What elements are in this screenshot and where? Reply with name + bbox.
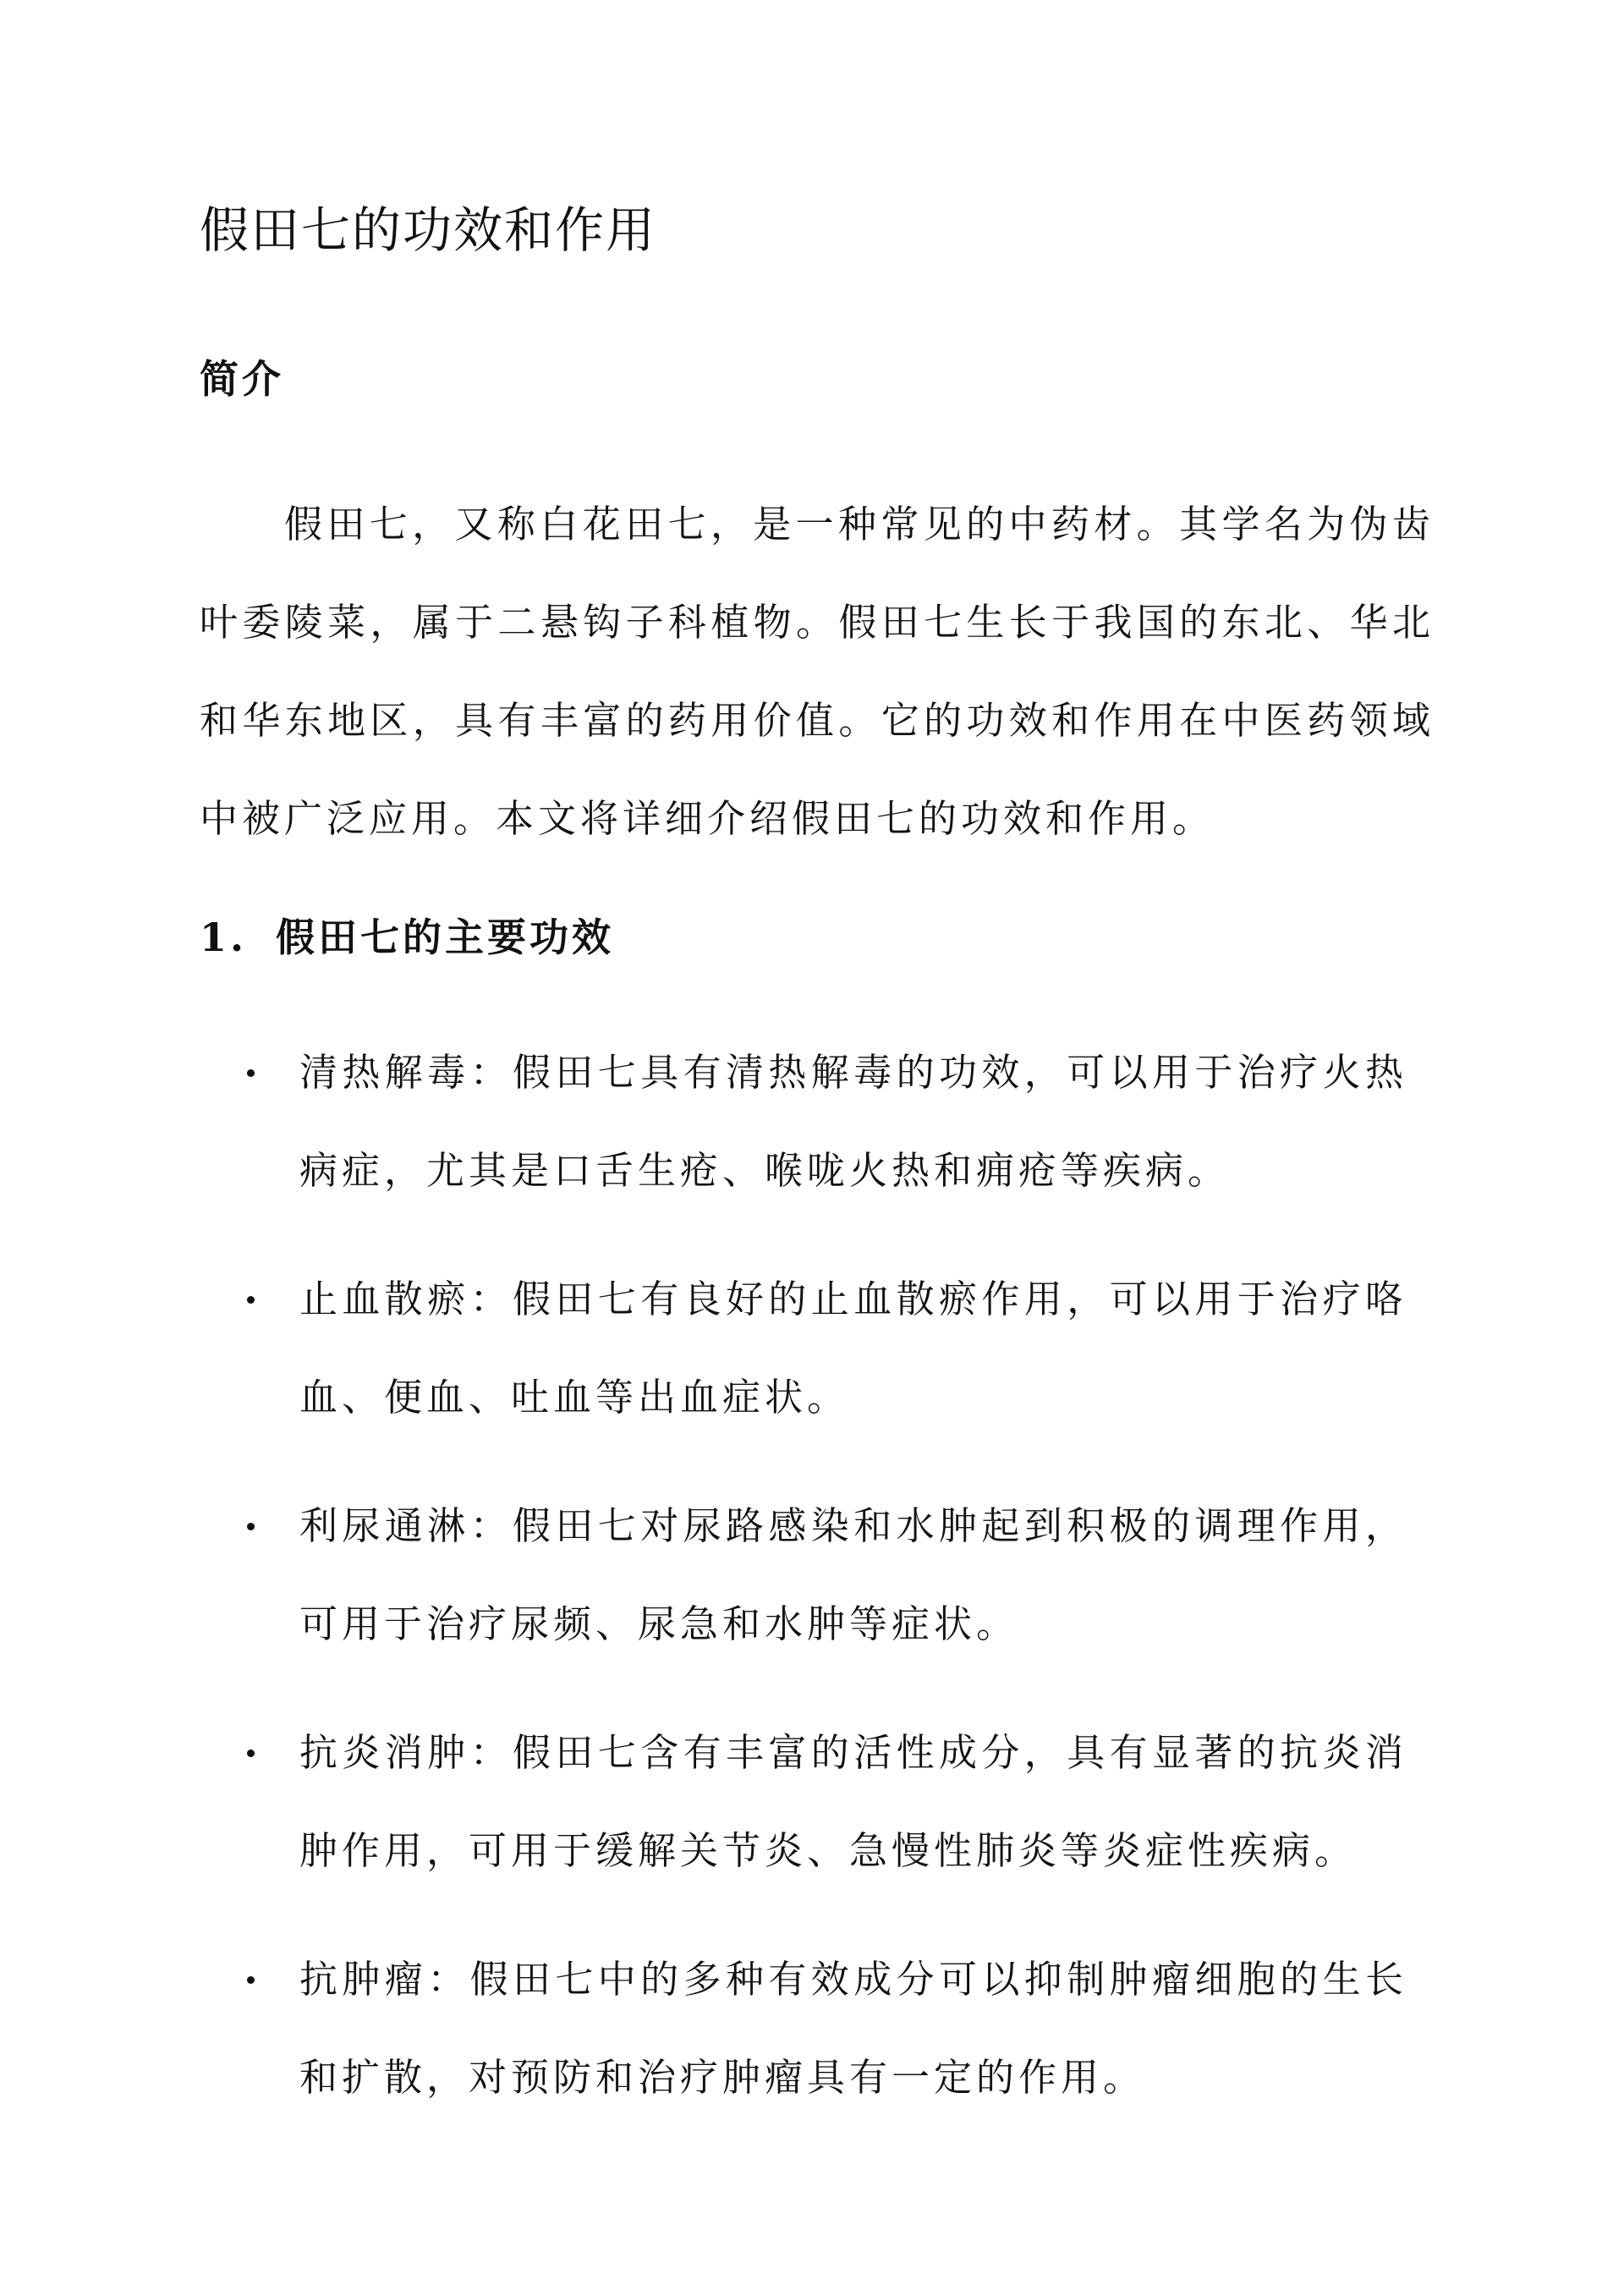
bullet-dot-icon <box>247 1069 255 1077</box>
list-item-text: 清热解毒：假田七具有清热解毒的功效，可以用于治疗火热病症，尤其是口舌生疮、喉咙火热和痈疮等疾病。 <box>299 1050 1407 1193</box>
bullet-dot-icon <box>247 1749 255 1757</box>
list-item <box>200 1477 1407 1673</box>
intro-paragraph: 假田七，又称白花田七，是一种常见的中药材。其学名为伪齿叶委陵菜，属于二悬钩子科植物。假田七生长于我国的东北、华北和华东地区，具有丰富的药用价值。它的功效和作用在中医药领域中被广泛应用。本文将详细介绍假田七的功效和作用。 <box>200 502 1435 841</box>
list-item-text: 抗炎消肿：假田七含有丰富的活性成分，具有显著的抗炎消肿作用，可用于缓解关节炎、急慢性肺炎等炎症性疾病。 <box>299 1730 1407 1873</box>
bullet-dot-icon <box>247 1296 255 1304</box>
list-item-text: 利尿通淋：假田七对尿路感染和水肿起到积极的调理作用，可用于治疗尿频、尿急和水肿等症状。 <box>299 1503 1407 1646</box>
bullet-dot-icon <box>247 1523 255 1530</box>
list-item <box>200 1931 1407 2127</box>
intro-heading: 简介 <box>200 356 284 402</box>
list-item <box>200 1704 1407 1900</box>
document-title: 假田七的功效和作用 <box>200 201 657 259</box>
section-number: 1. <box>200 915 248 960</box>
list-item-text: 抗肿瘤：假田七中的多种有效成分可以抑制肿瘤细胞的生长和扩散，对预防和治疗肿瘤具有一定的作用。 <box>299 1957 1407 2100</box>
section-title: 假田七的主要功效 <box>276 915 614 960</box>
list-item-text: 止血散瘀：假田七有良好的止血散瘀作用，可以用于治疗咯血、便血、吐血等出血症状。 <box>299 1277 1407 1420</box>
list-item <box>200 1024 1407 1220</box>
bullet-dot-icon <box>247 1976 255 1984</box>
list-item <box>200 1250 1407 1447</box>
effects-list <box>200 1024 1435 2157</box>
section-1-heading <box>200 912 614 963</box>
